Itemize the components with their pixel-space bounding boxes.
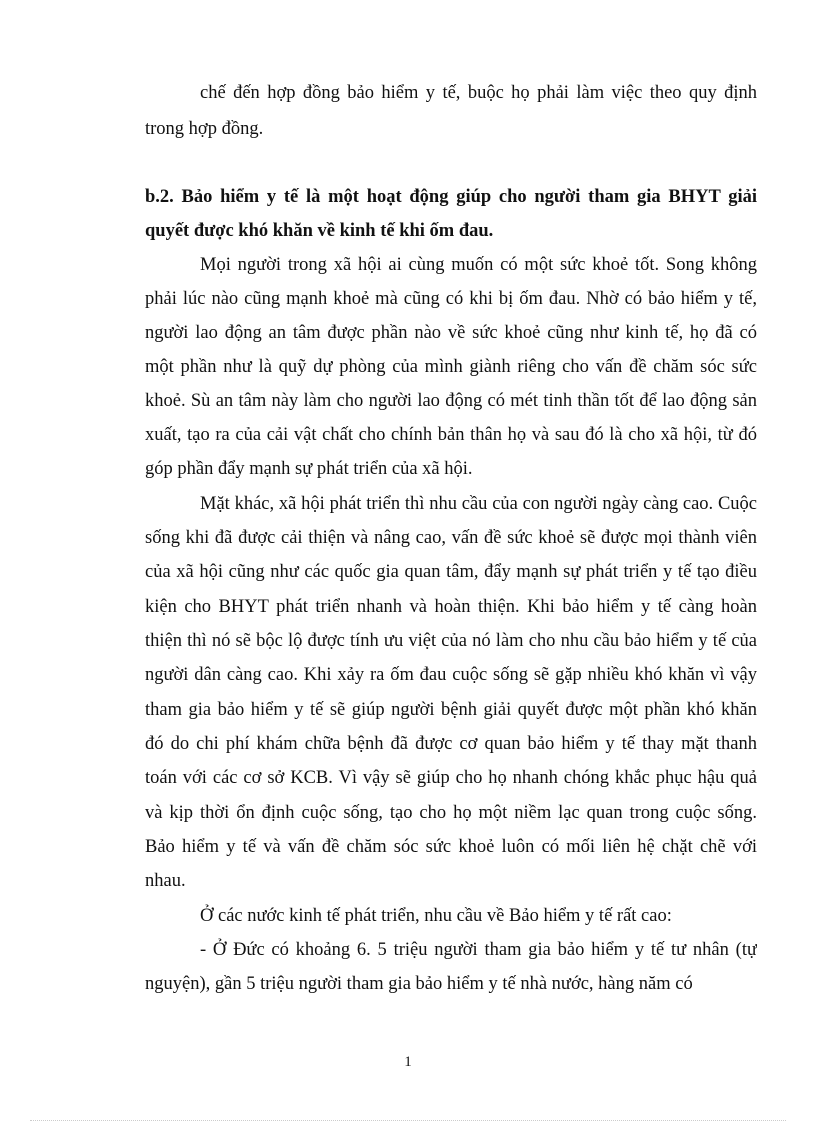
body-text-line: người dân càng cao. Khi xảy ra ốm đau cuộc sống sẽ gặp nhiều khó khăn vì vậy bbox=[145, 665, 757, 685]
body-text-line: và kịp thời ổn định cuộc sống, tạo cho họ một niềm lạc quan trong cuộc sống. bbox=[145, 803, 757, 823]
body-text-line: người lao động an tâm được phần nào về sức khoẻ cũng như kinh tế, họ đã có bbox=[145, 323, 757, 343]
body-text-line: tham gia bảo hiểm y tế sẽ giúp người bệnh giải quyết được một phần khó khăn bbox=[145, 700, 757, 720]
body-text-line: trong hợp đồng. bbox=[145, 119, 264, 139]
body-text-line: nhau. bbox=[145, 871, 186, 891]
body-text-line: Mặt khác, xã hội phát triển thì nhu cầu của con người ngày càng cao. Cuộc bbox=[200, 494, 757, 514]
section-heading-line: quyết được khó khăn về kinh tế khi ốm đau. bbox=[145, 221, 494, 241]
body-text-line: đó do chi phí khám chữa bệnh đã được cơ quan bảo hiểm y tế thay mặt thanh bbox=[145, 734, 757, 754]
body-text-line: của xã hội cũng như các quốc gia quan tâm, đẩy mạnh sự phát triển y tế tạo điều bbox=[145, 562, 757, 582]
body-text-line: sống khi đã được cải thiện và nâng cao, vấn đề sức khoẻ sẽ được mọi thành viên bbox=[145, 528, 757, 548]
footer-divider bbox=[30, 1120, 786, 1121]
body-text-line: một phần như là quỹ dự phòng của mình giành riêng cho vấn đề chăm sóc sức bbox=[145, 357, 757, 377]
list-item-line: nguyện), gần 5 triệu người tham gia bảo hiểm y tế nhà nước, hàng năm có bbox=[145, 974, 693, 994]
body-text-line: Mọi người trong xã hội ai cùng muốn có một sức khoẻ tốt. Song không bbox=[200, 255, 757, 275]
page-number: 1 bbox=[404, 1054, 412, 1070]
body-text-line: toán với các cơ sở KCB. Vì vậy sẽ giúp cho họ nhanh chóng khắc phục hậu quả bbox=[145, 768, 757, 788]
body-text-line: góp phần đẩy mạnh sự phát triển của xã hội. bbox=[145, 459, 473, 479]
body-text-line: kiện cho BHYT phát triển nhanh và hoàn thiện. Khi bảo hiểm y tế càng hoàn bbox=[145, 597, 757, 617]
body-text-line: Ở các nước kinh tế phát triển, nhu cầu về Bảo hiểm y tế rất cao: bbox=[200, 906, 672, 926]
section-heading-line: b.2. Bảo hiểm y tế là một hoạt động giúp cho người tham gia BHYT giải bbox=[145, 187, 757, 207]
body-text-line: thiện thì nó sẽ bộc lộ được tính ưu việt của nó làm cho nhu cầu bảo hiểm y tế của bbox=[145, 631, 757, 651]
body-text-line: Bảo hiểm y tế và vấn đề chăm sóc sức khoẻ luôn có mối liên hệ chặt chẽ với bbox=[145, 837, 757, 857]
body-text-line: chế đến hợp đồng bảo hiểm y tế, buộc họ phải làm việc theo quy định bbox=[200, 83, 757, 103]
body-text-line: phải lúc nào cũng mạnh khoẻ mà cũng có khi bị ốm đau. Nhờ có bảo hiểm y tế, bbox=[145, 289, 757, 309]
list-item-line: - Ở Đức có khoảng 6. 5 triệu người tham gia bảo hiểm y tế tư nhân (tự bbox=[200, 940, 757, 960]
body-text-line: xuất, tạo ra của cải vật chất cho chính bản thân họ và sau đó là cho xã hội, từ đó bbox=[145, 425, 757, 445]
body-text-line: khoẻ. Sù an tâm này làm cho người lao động có mét tinh thần tốt để lao động sản bbox=[145, 391, 757, 411]
